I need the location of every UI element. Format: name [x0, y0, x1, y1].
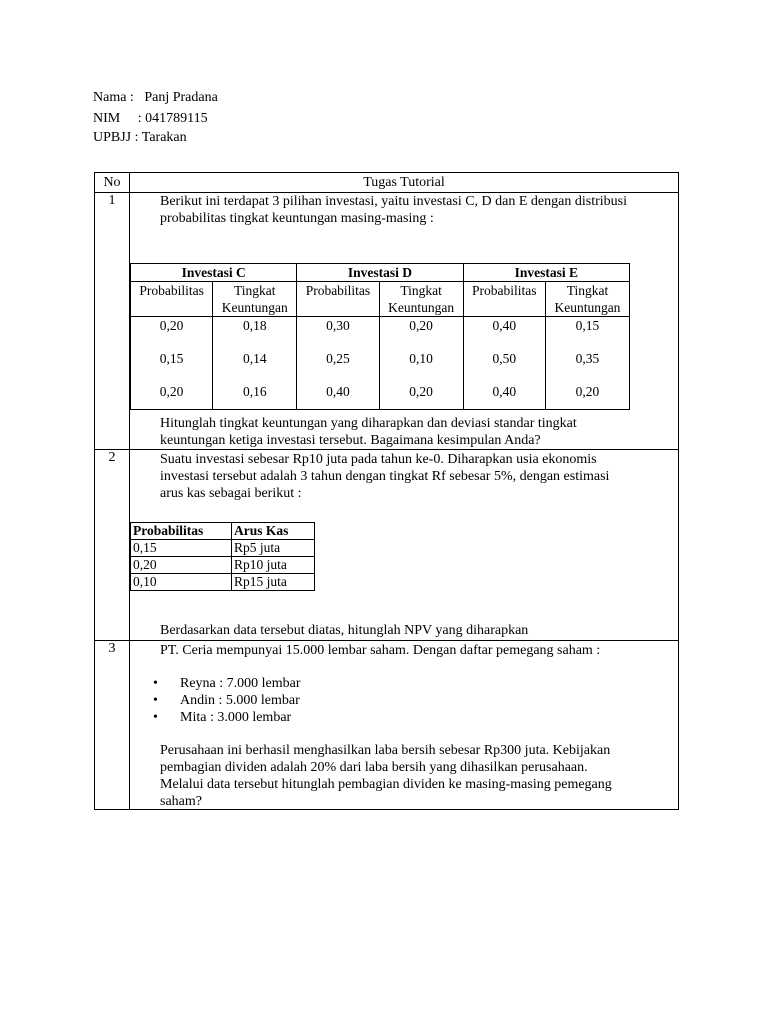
table-cell: 0,40: [463, 317, 545, 351]
cashflow-table: [130, 522, 315, 591]
table-cell: 0,50: [463, 350, 545, 383]
col-no-header: No: [95, 173, 130, 193]
question-number: 1: [95, 193, 130, 450]
q2-question: Berdasarkan data tersebut diatas, hitunglah NPV yang diharapkan: [160, 623, 529, 638]
investment-c-header: Investasi C: [131, 264, 297, 282]
question-row-2: [95, 450, 679, 641]
question-content: [130, 641, 679, 810]
shareholder-list: [160, 675, 301, 726]
table-cell: Rp10 juta: [232, 557, 315, 574]
table-cell: 0,35: [545, 350, 629, 383]
table-cell: 0,40: [297, 383, 379, 410]
return-header: Tingkat Keuntungan: [545, 282, 629, 317]
cashflow-header: Arus Kas: [232, 523, 315, 540]
list-item: • Reyna : 7.000 lembar: [160, 675, 301, 692]
q1-intro-line2: probabilitas tingkat keuntungan masing-masing :: [160, 211, 434, 226]
table-row: [131, 317, 630, 351]
q1-intro-line1: Berikut ini terdapat 3 pilihan investasi, yaitu investasi C, D dan E dengan distribusi: [160, 194, 627, 209]
table-cell: 0,18: [213, 317, 297, 351]
return-header: Tingkat Keuntungan: [213, 282, 297, 317]
prob-header: Probabilitas: [463, 282, 545, 317]
prob-header: Probabilitas: [131, 523, 232, 540]
table-row: [131, 557, 315, 574]
assignment-table: [94, 172, 679, 810]
q3-para-line2: pembagian dividen adalah 20% dari laba bersih yang dihasilkan perusahaan.: [160, 760, 588, 775]
table-cell: 0,15: [545, 317, 629, 351]
table-cell: 0,15: [131, 540, 232, 557]
table-cell: 0,20: [131, 383, 213, 410]
q3-intro: PT. Ceria mempunyai 15.000 lembar saham. Dengan daftar pemegang saham :: [160, 643, 601, 658]
table-cell: 0,30: [297, 317, 379, 351]
table-header-row: [95, 173, 679, 193]
table-cell: 0,10: [379, 350, 463, 383]
student-name: Nama : Panj Pradana: [93, 90, 218, 105]
prob-header: Probabilitas: [131, 282, 213, 317]
question-row-1: [95, 193, 679, 450]
table-cell: 0,20: [379, 383, 463, 410]
table-cell: 0,20: [131, 557, 232, 574]
table-cell: Rp5 juta: [232, 540, 315, 557]
student-upbjj: UPBJJ : Tarakan: [93, 130, 187, 145]
col-title-header: Tugas Tutorial: [130, 173, 679, 193]
student-nim: NIM : 041789115: [93, 111, 208, 126]
question-content: [130, 450, 679, 641]
question-number: 3: [95, 641, 130, 810]
q3-para-line1: Perusahaan ini berhasil menghasilkan laba bersih sebesar Rp300 juta. Kebijakan: [160, 743, 611, 758]
q1-question-line1: Hitunglah tingkat keuntungan yang diharapkan dan deviasi standar tingkat: [160, 416, 577, 431]
table-cell: Rp15 juta: [232, 574, 315, 591]
question-number: 2: [95, 450, 130, 641]
table-cell: 0,20: [379, 317, 463, 351]
table-row: [131, 350, 630, 383]
table-row: [131, 574, 315, 591]
investment-d-header: Investasi D: [297, 264, 463, 282]
q2-intro-line3: arus kas sebagai berikut :: [160, 486, 302, 501]
q1-question-line2: keuntungan ketiga investasi tersebut. Bagaimana kesimpulan Anda?: [160, 433, 541, 448]
table-cell: 0,16: [213, 383, 297, 410]
table-cell: 0,14: [213, 350, 297, 383]
table-cell: 0,40: [463, 383, 545, 410]
prob-header: Probabilitas: [297, 282, 379, 317]
table-row: [131, 383, 630, 410]
q2-intro-line1: Suatu investasi sebesar Rp10 juta pada tahun ke-0. Diharapkan usia ekonomis: [160, 452, 597, 467]
table-cell: 0,20: [545, 383, 629, 410]
q3-para-line3: Melalui data tersebut hitunglah pembagian dividen ke masing-masing pemegang: [160, 777, 612, 792]
q3-para-line4: saham?: [160, 794, 202, 809]
table-cell: 0,15: [131, 350, 213, 383]
table-row: [131, 540, 315, 557]
table-cell: 0,10: [131, 574, 232, 591]
investment-table: [130, 263, 630, 410]
question-content: [130, 193, 679, 450]
list-item: • Mita : 3.000 lembar: [160, 709, 301, 726]
question-row-3: [95, 641, 679, 810]
table-cell: 0,25: [297, 350, 379, 383]
list-item: • Andin : 5.000 lembar: [160, 692, 301, 709]
q2-intro-line2: investasi tersebut adalah 3 tahun dengan tingkat Rf sebesar 5%, dengan estimasi: [160, 469, 610, 484]
table-cell: 0,20: [131, 317, 213, 351]
return-header: Tingkat Keuntungan: [379, 282, 463, 317]
investment-e-header: Investasi E: [463, 264, 629, 282]
